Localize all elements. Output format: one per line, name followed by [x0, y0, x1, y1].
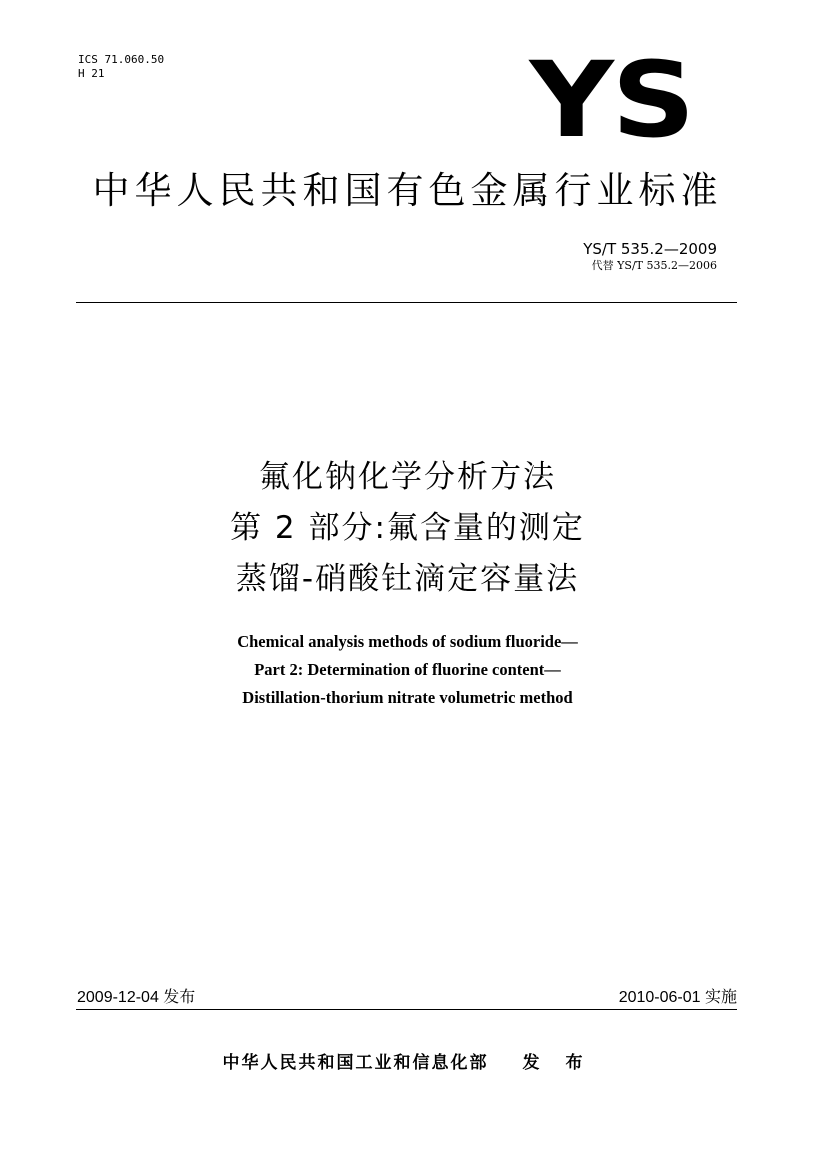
issuer-action: 发 布: [522, 1053, 593, 1073]
ccs-code: H 21: [78, 67, 105, 80]
ys-logo: YS: [529, 39, 693, 161]
replaces-standard: 代替 YS/T 535.2—2006: [591, 259, 717, 272]
bottom-divider: [76, 1009, 737, 1010]
chinese-title-line-1: 氟化钠化学分析方法: [259, 459, 556, 495]
standard-code-block: [583, 240, 717, 273]
chinese-title-line-3: 蒸馏-硝酸钍滴定容量法: [235, 561, 580, 597]
english-title-line-3: Distillation-thorium nitrate volumetric method: [242, 688, 573, 707]
english-title-line-2: Part 2: Determination of fluorine content—: [254, 660, 561, 679]
standard-number: YS/T 535.2—2009: [583, 240, 717, 258]
english-title: [0, 628, 815, 712]
top-divider: [76, 302, 737, 303]
classification-codes: [78, 53, 164, 81]
issuer-line: [0, 1048, 815, 1073]
chinese-title: [0, 452, 815, 605]
chinese-title-line-2: 第 2 部分:氟含量的测定: [230, 510, 585, 546]
english-title-line-1: Chemical analysis methods of sodium fluoride—: [237, 632, 578, 651]
release-date: 2009-12-04 发布: [77, 989, 196, 1006]
implementation-date: 2010-06-01 实施: [618, 989, 737, 1006]
issuer-name: 中华人民共和国工业和信息化部: [222, 1053, 489, 1073]
ics-code: ICS 71.060.50: [78, 53, 165, 66]
standard-category-title: 中华人民共和国有色金属行业标准: [92, 169, 723, 212]
